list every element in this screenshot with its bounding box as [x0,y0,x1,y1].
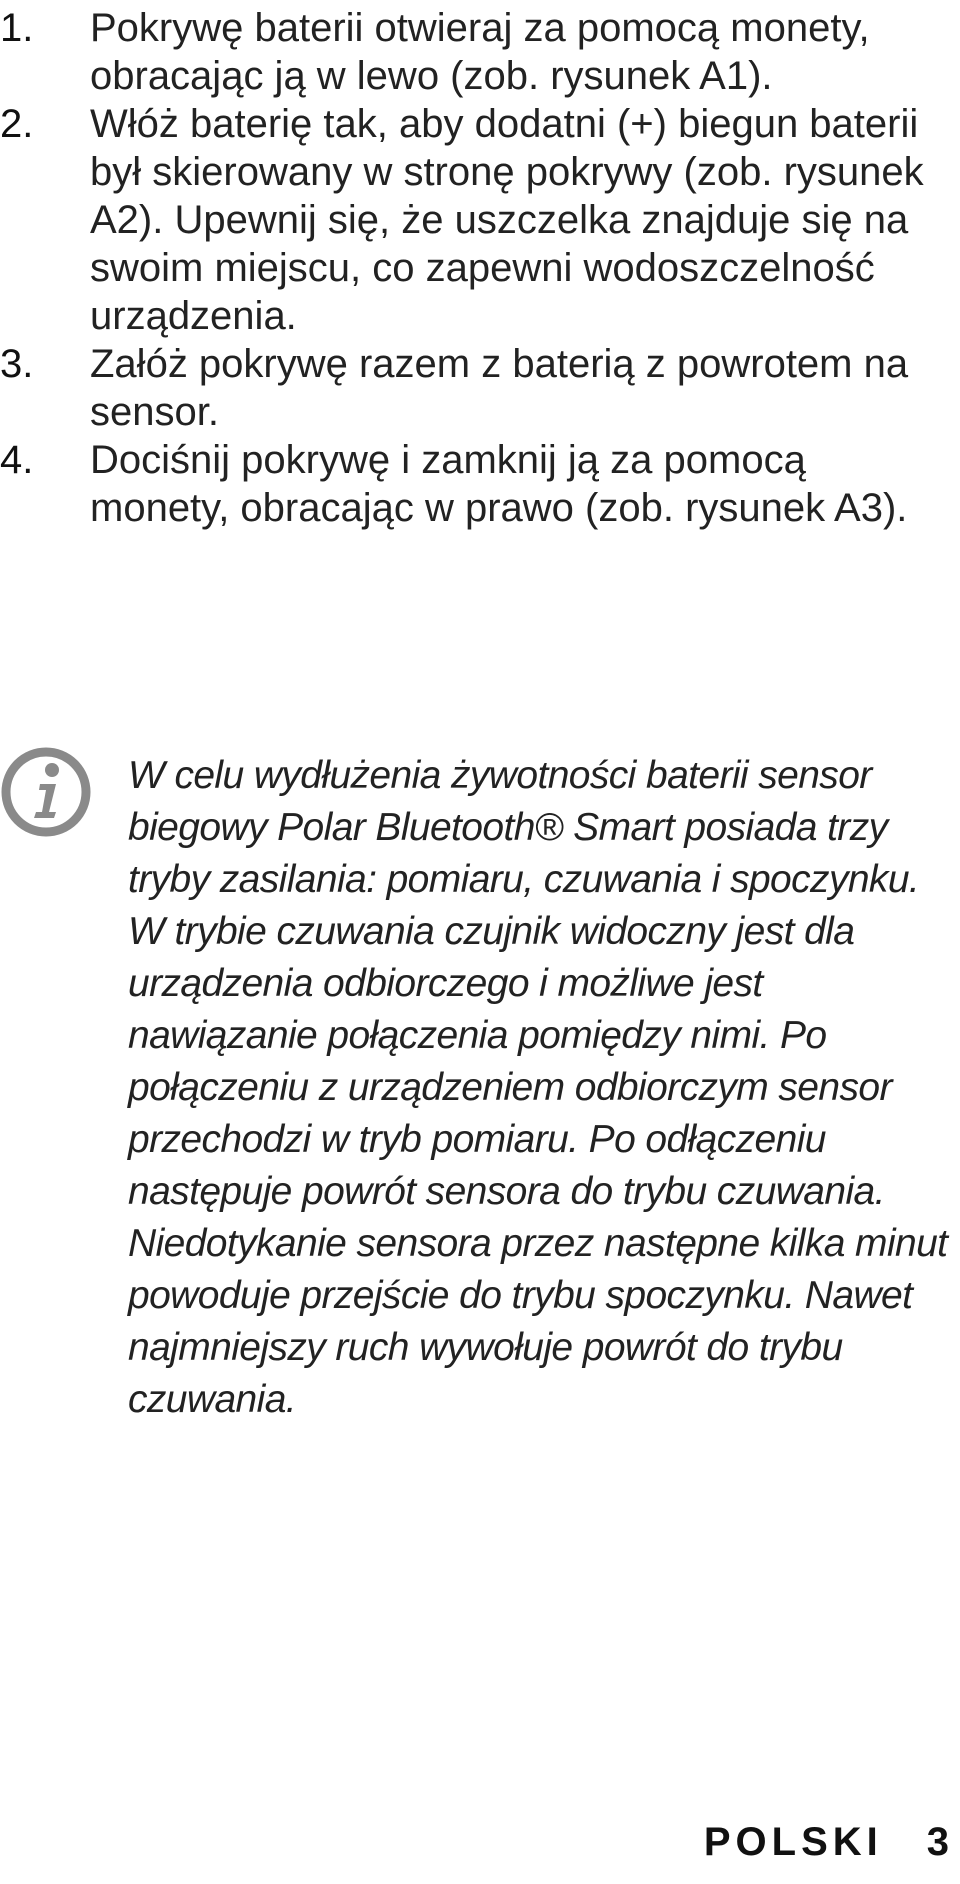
step-text: Dociśnij pokrywę i zamknij ją za pomocą monety, obracając w prawo (zob. rysunek A3). [90,438,908,530]
step-item [0,100,960,340]
info-text: W celu wydłużenia żywotności baterii sensor biegowy Polar Bluetooth® Smart posiada trzy tryby zasilania: pomiaru, czuwania i spoczynku. W trybie czuwania czujnik widoczny jest dla urządzenia odbiorczego i możliwe jest nawiązanie połączenia pomiędzy nimi. Po połączeniu z urządzeniem odbiorczym sensor przechodzi w tryb pomiaru. Po odłączeniu następuje powrót sensora do trybu czuwania. Niedotykanie sensora przez następne kilka minut powoduje przejście do trybu spoczynku. Nawet najmniejszy ruch wywołuje powrót do trybu czuwania. [128,754,948,1421]
step-item [0,4,960,100]
step-number: 2. [0,102,34,146]
step-item [0,436,960,532]
step-number: 3. [0,342,34,386]
footer-language: POLSKI [703,1820,883,1864]
info-icon [0,746,92,838]
step-number: 4. [0,438,34,482]
page-number: 3 [926,1820,954,1864]
step-number: 1. [0,6,34,50]
step-text: Pokrywę baterii otwieraj za pomocą monety, obracając ją w lewo (zob. rysunek A1). [90,6,870,98]
instruction-steps [0,0,960,532]
step-text: Włóż baterię tak, aby dodatni (+) biegun baterii był skierowany w stronę pokrywy (zob. rysunek A2). Upewnij się, że uszczelka znajduje się na swoim miejscu, co zapewni wodoszczelność urządzenia. [90,102,924,338]
page-footer [704,1818,954,1866]
step-item [0,340,960,436]
step-text: Załóż pokrywę razem z baterią z powrotem na sensor. [90,342,909,434]
